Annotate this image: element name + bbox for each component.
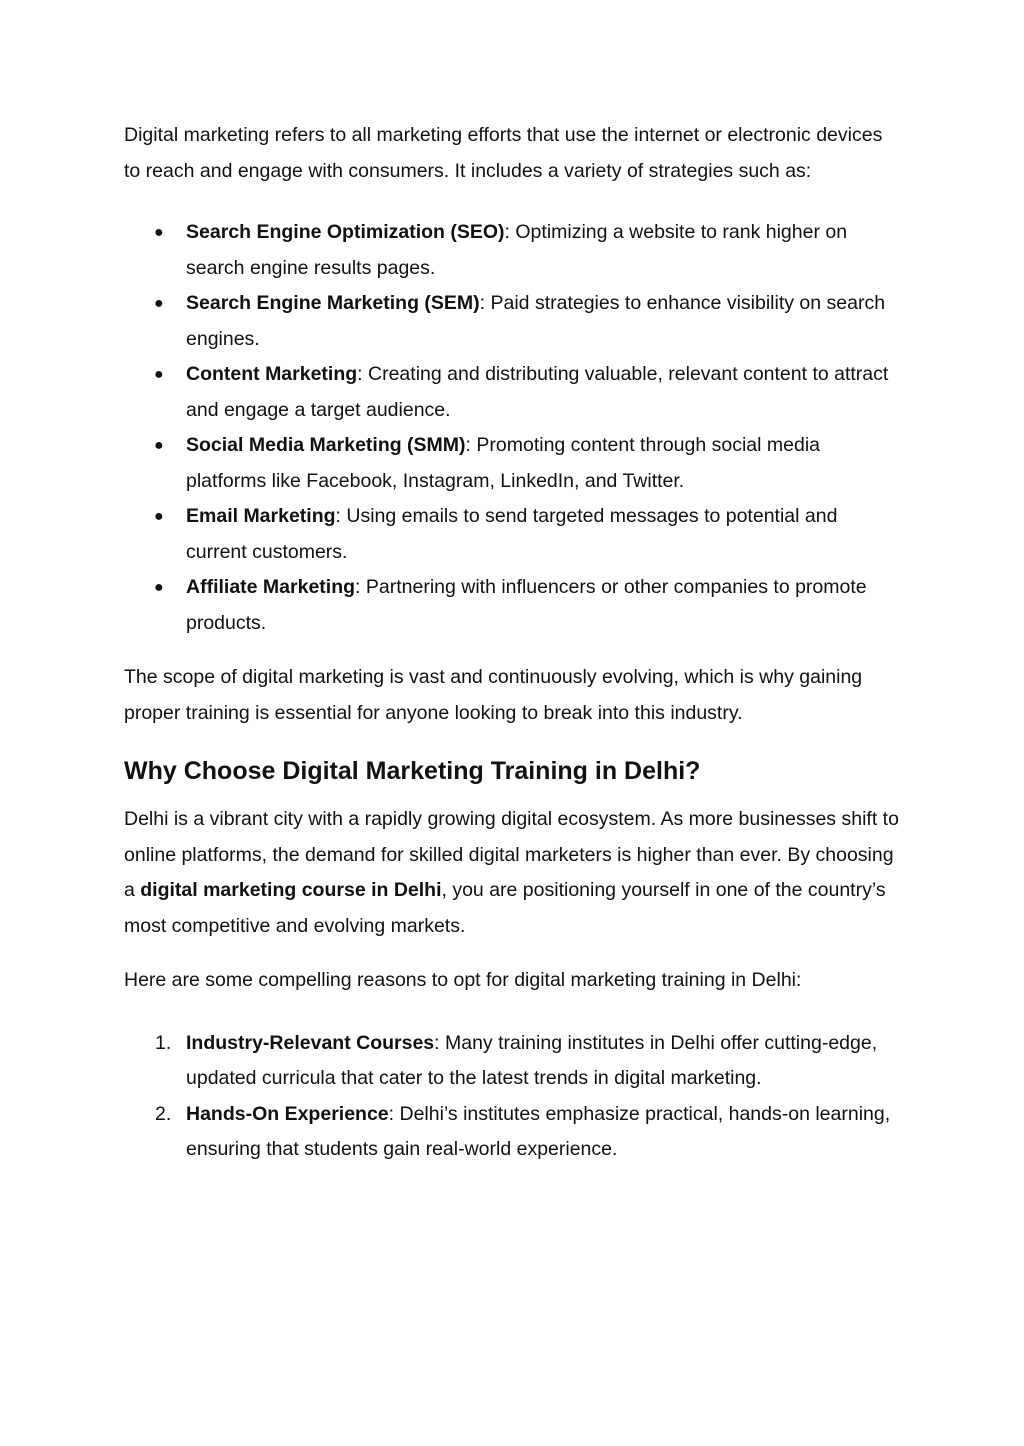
- list-item-title: Email Marketing: [186, 505, 336, 527]
- bullet-icon: ●: [154, 295, 164, 312]
- list-item-title: Affiliate Marketing: [186, 576, 356, 598]
- delhi-paragraph: [124, 802, 900, 944]
- scope-paragraph: The scope of digital marketing is vast and continuously evolving, which is why gaining proper training is essential for anyone looking to break into this industry.: [124, 666, 863, 724]
- delhi-paragraph-text: Delhi is a vibrant city with a rapidly growing digital ecosystem. As more businesses shift to online platforms, the demand for skilled digital marketers is higher than ever. By choosing a: [124, 808, 899, 901]
- list-item-title: Hands-On Experience: [186, 1102, 389, 1125]
- list-number: 1.: [155, 1031, 172, 1054]
- list-item-title: Search Engine Marketing (SEM): [186, 292, 480, 314]
- list-item-description: : Promoting content through social media platforms like Facebook, Instagram, LinkedIn, and Twitter.: [186, 434, 820, 492]
- list-item-email-marketing: [124, 499, 900, 570]
- list-item-sem: [124, 286, 900, 357]
- list-item-industry-relevant-courses: [124, 1026, 900, 1097]
- list-item-title: Industry-Relevant Courses: [186, 1031, 435, 1054]
- list-item-description: : Paid strategies to enhance visibility on search engines.: [186, 292, 886, 350]
- reasons-list: [124, 1026, 900, 1168]
- list-number: 2.: [155, 1102, 172, 1125]
- list-item-hands-on-experience: [124, 1097, 900, 1168]
- intro-paragraph: Digital marketing refers to all marketing efforts that use the internet or electronic devices to reach and engage with consumers. It includes a variety of strategies such as:: [124, 124, 883, 182]
- delhi-paragraph-text: , you are positioning yourself in one of the country’s most competitive and evolving markets.: [124, 879, 886, 937]
- bullet-icon: ●: [154, 508, 164, 525]
- list-item-affiliate-marketing: [124, 570, 900, 641]
- list-item-description: : Many training institutes in Delhi offer cutting-edge, updated curricula that cater to the latest trends in digital marketing.: [186, 1031, 878, 1089]
- list-item-description: : Optimizing a website to rank higher on search engine results pages.: [186, 221, 848, 279]
- list-item-description: : Using emails to send targeted messages to potential and current customers.: [186, 505, 838, 563]
- list-item-description: : Delhi’s institutes emphasize practical, hands-on learning, ensuring that students gain real-world experience.: [186, 1102, 891, 1160]
- delhi-paragraph-emphasis: digital marketing course in Delhi: [140, 879, 442, 901]
- list-item-title: Social Media Marketing (SMM): [186, 434, 466, 456]
- strategies-list: [124, 215, 900, 641]
- section-heading: Why Choose Digital Marketing Training in Delhi?: [124, 757, 701, 785]
- list-item-smm: [124, 428, 900, 499]
- list-item-seo: [124, 215, 900, 286]
- list-item-content-marketing: [124, 357, 900, 428]
- document-page: [124, 118, 900, 1168]
- bullet-icon: ●: [154, 224, 164, 241]
- bullet-icon: ●: [154, 366, 164, 383]
- list-item-title: Search Engine Optimization (SEO): [186, 221, 505, 243]
- bullet-icon: ●: [154, 437, 164, 454]
- list-item-title: Content Marketing: [186, 363, 358, 385]
- reasons-intro-paragraph: Here are some compelling reasons to opt for digital marketing training in Delhi:: [124, 969, 802, 991]
- list-item-description: : Creating and distributing valuable, relevant content to attract and engage a target audience.: [186, 363, 889, 421]
- bullet-icon: ●: [154, 579, 164, 596]
- list-item-description: : Partnering with influencers or other companies to promote products.: [186, 576, 867, 634]
